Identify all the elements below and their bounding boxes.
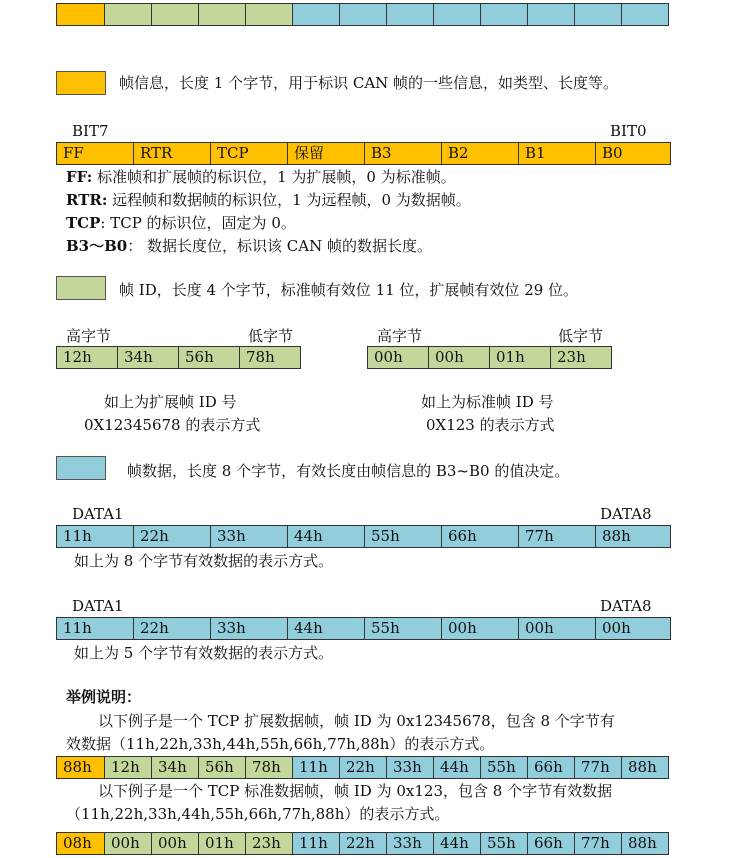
ext-id-caption-1: 如上为扩展帧 ID 号 [104,393,237,411]
example-id-cell: 00h [105,833,152,855]
example-data-cell: 55h [481,833,528,855]
example-1-line-1: 以下例子是一个 TCP 扩展数据帧，帧 ID 为 0x12345678，包含 8 个字节有 [98,712,615,730]
example-data-cell: 11h [293,757,340,779]
note-rtr: RTR: 远程帧和数据帧的标识位，1 为远程帧，0 为数据帧。 [66,191,471,209]
ext-id-low-label: 低字节 [248,327,294,345]
data-byte-cell: 11h [57,618,134,640]
std-id-caption-1: 如上为标准帧 ID 号 [421,393,554,411]
example-data-cell: 11h [293,833,340,855]
example-2-line-1: 以下例子是一个 TCP 标准数据帧，帧 ID 为 0x123，包含 8 个字节有效数据 [98,782,613,800]
top-bar-data-cell [528,4,575,26]
frame-info-swatch [56,71,106,95]
id-byte-cell: 56h [179,347,240,369]
data-byte-cell: 00h [519,618,596,640]
bit-cell: TCP [211,143,288,165]
note-tcp: TCP: TCP 的标识位，固定为 0。 [66,214,296,232]
example-data-cell: 66h [528,833,575,855]
data-table-8bytes [56,525,671,548]
top-bar-data-cell [387,4,434,26]
example-data-cell: 22h [340,833,387,855]
top-bar-id-cell [105,4,152,26]
data-byte-cell: 55h [365,618,442,640]
std-id-low-label: 低字节 [558,327,604,345]
example-data-cell: 77h [575,833,622,855]
example-data-cell: 22h [340,757,387,779]
data-byte-cell: 22h [134,526,211,548]
bit-low-label: BIT0 [610,122,647,140]
example-1-frame-row [56,756,669,779]
data-byte-cell: 77h [519,526,596,548]
example-info-cell: 88h [57,757,105,779]
example-id-cell: 78h [246,757,293,779]
ext-id-caption-2: 0X12345678 的表示方式 [84,416,261,434]
example-id-cell: 12h [105,757,152,779]
example-data-cell: 88h [622,833,669,855]
top-bar-data-cell [622,4,669,26]
example-info-cell: 08h [57,833,105,855]
example-id-cell: 34h [152,757,199,779]
data1-label: DATA1 [72,597,124,615]
example-data-cell: 33h [387,833,434,855]
top-bar-data-cell [293,4,340,26]
frame-data-swatch [56,456,106,480]
ext-id-high-label: 高字节 [66,327,112,345]
data-byte-cell: 33h [211,526,288,548]
id-byte-cell: 34h [118,347,179,369]
frame-info-bits-table [56,142,671,165]
data-byte-cell: 88h [596,526,671,548]
id-byte-cell: 00h [368,347,429,369]
note-b3-b0: B3～B0： 数据长度位，标识该 CAN 帧的数据长度。 [66,237,432,255]
example-data-cell: 88h [622,757,669,779]
data-byte-cell: 11h [57,526,134,548]
example-id-cell: 01h [199,833,246,855]
example-2-line-2: （11h,22h,33h,44h,55h,66h,77h,88h）的表示方式。 [66,805,450,823]
bit-high-label: BIT7 [72,122,109,140]
note-ff: FF: 标准帧和扩展帧的标识位，1 为扩展帧，0 为标准帧。 [66,168,456,186]
frame-id-description: 帧 ID，长度 4 个字节，标准帧有效位 11 位，扩展帧有效位 29 位。 [119,281,579,299]
std-id-caption-2: 0X123 的表示方式 [426,416,555,434]
bit-cell: B1 [519,143,596,165]
top-bar-data-cell [340,4,387,26]
data8-label: DATA8 [600,597,652,615]
data-table-5bytes [56,617,671,640]
bit-cell: B2 [442,143,519,165]
example-data-cell: 77h [575,757,622,779]
example-heading: 举例说明： [66,688,142,706]
example-data-cell: 44h [434,757,481,779]
frame-info-description: 帧信息，长度 1 个字节，用于标识 CAN 帧的一些信息，如类型、长度等。 [119,74,619,92]
data-byte-cell: 44h [288,526,365,548]
example-1-line-2: 效数据（11h,22h,33h,44h,55h,66h,77h,88h）的表示方式。 [66,735,495,753]
id-byte-cell: 00h [429,347,490,369]
top-color-bar [56,3,669,26]
example-id-cell: 23h [246,833,293,855]
std-id-table [367,346,612,369]
id-byte-cell: 78h [240,347,301,369]
top-bar-data-cell [481,4,528,26]
frame-data-description: 帧数据，长度 8 个字节，有效长度由帧信息的 B3~B0 的值决定。 [127,462,570,480]
top-bar-info-cell [57,4,105,26]
top-bar-id-cell [246,4,293,26]
bit-cell: 保留 [288,143,365,165]
data1-label: DATA1 [72,505,124,523]
example-data-cell: 66h [528,757,575,779]
example-id-cell: 00h [152,833,199,855]
std-id-high-label: 高字节 [377,327,423,345]
example-data-cell: 33h [387,757,434,779]
data-byte-cell: 00h [442,618,519,640]
top-bar-id-cell [152,4,199,26]
data-byte-cell: 33h [211,618,288,640]
data-table-8bytes-caption: 如上为 8 个字节有效数据的表示方式。 [74,552,334,570]
id-byte-cell: 12h [57,347,118,369]
bit-cell: B0 [596,143,671,165]
example-data-cell: 44h [434,833,481,855]
id-byte-cell: 01h [490,347,551,369]
data-table-5bytes-caption: 如上为 5 个字节有效数据的表示方式。 [74,644,334,662]
example-id-cell: 56h [199,757,246,779]
ext-id-table [56,346,301,369]
top-bar-id-cell [199,4,246,26]
data-byte-cell: 66h [442,526,519,548]
top-bar-data-cell [575,4,622,26]
bit-cell: B3 [365,143,442,165]
id-byte-cell: 23h [551,347,612,369]
data-byte-cell: 55h [365,526,442,548]
data-byte-cell: 22h [134,618,211,640]
top-bar-data-cell [434,4,481,26]
data-byte-cell: 00h [596,618,671,640]
example-data-cell: 55h [481,757,528,779]
bit-cell: FF [57,143,134,165]
frame-id-swatch [56,276,106,300]
data8-label: DATA8 [600,505,652,523]
bit-cell: RTR [134,143,211,165]
data-byte-cell: 44h [288,618,365,640]
example-2-frame-row [56,832,669,855]
